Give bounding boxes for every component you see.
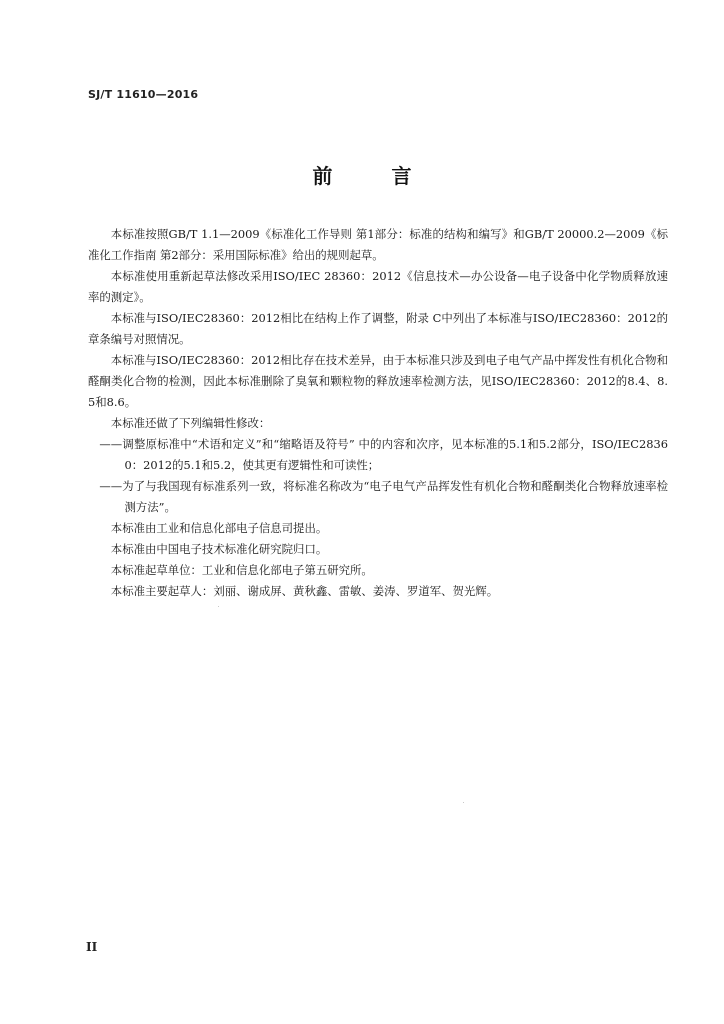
paragraph-drafting-rules: 本标准按照GB/T 1.1—2009《标准化工作导则 第1部分：标准的结构和编写》和GB/T 20000.2—2009《标准化工作指南 第2部分：采用国际标准》给出的规则起草。: [88, 227, 668, 262]
paragraph-managed-by: 本标准由中国电子技术标准化研究院归口。: [110, 542, 328, 556]
scan-speck: [218, 606, 219, 607]
paragraph-drafters: 本标准主要起草人：刘丽、谢成屏、黄秋鑫、雷敏、姜涛、罗道军、贺光辉。: [110, 584, 499, 598]
paragraph-editorial-intro: 本标准还做了下列编辑性修改：: [110, 416, 271, 430]
paragraph-adoption: 本标准使用重新起草法修改采用ISO/IEC 28360：2012《信息技术—办公设备—电子设备中化学物质释放速率的测定》。: [88, 269, 668, 304]
list-item-editorial-1: ——调整原标准中“术语和定义”和“缩略语及符号” 中的内容和次序，见本标准的5.1和5.2部分，ISO/IEC28360：2012的5.1和5.2，使其更有逻辑性和可读性；: [99, 437, 668, 472]
page-title: 前 言: [312, 164, 438, 188]
paragraph-technical-differences: 本标准与ISO/IEC28360：2012相比存在技术差异，由于本标准只涉及到电子电气产品中挥发性有机化合物和醛酮类化合物的检测，因此本标准删除了臭氧和颗粒物的释放速率检测方法，见ISO/IEC28360：2012的8.4、8.5和8.6。: [88, 353, 668, 409]
standard-code: SJ/T 11610—2016: [88, 88, 199, 101]
foreword-body: [88, 224, 668, 602]
paragraph-structure-changes: 本标准与ISO/IEC28360：2012相比在结构上作了调整，附录 C中列出了本标准与ISO/IEC28360：2012的章条编号对照情况。: [88, 311, 668, 346]
scan-speck: [463, 802, 464, 803]
paragraph-drafting-unit: 本标准起草单位：工业和信息化部电子第五研究所。: [110, 563, 373, 577]
list-item-editorial-2: ——为了与我国现有标准系列一致，将标准名称改为“电子电气产品挥发性有机化合物和醛酮类化合物释放速率检测方法”。: [99, 479, 668, 514]
paragraph-proposed-by: 本标准由工业和信息化部电子信息司提出。: [110, 521, 328, 535]
page-number: II: [86, 940, 98, 954]
